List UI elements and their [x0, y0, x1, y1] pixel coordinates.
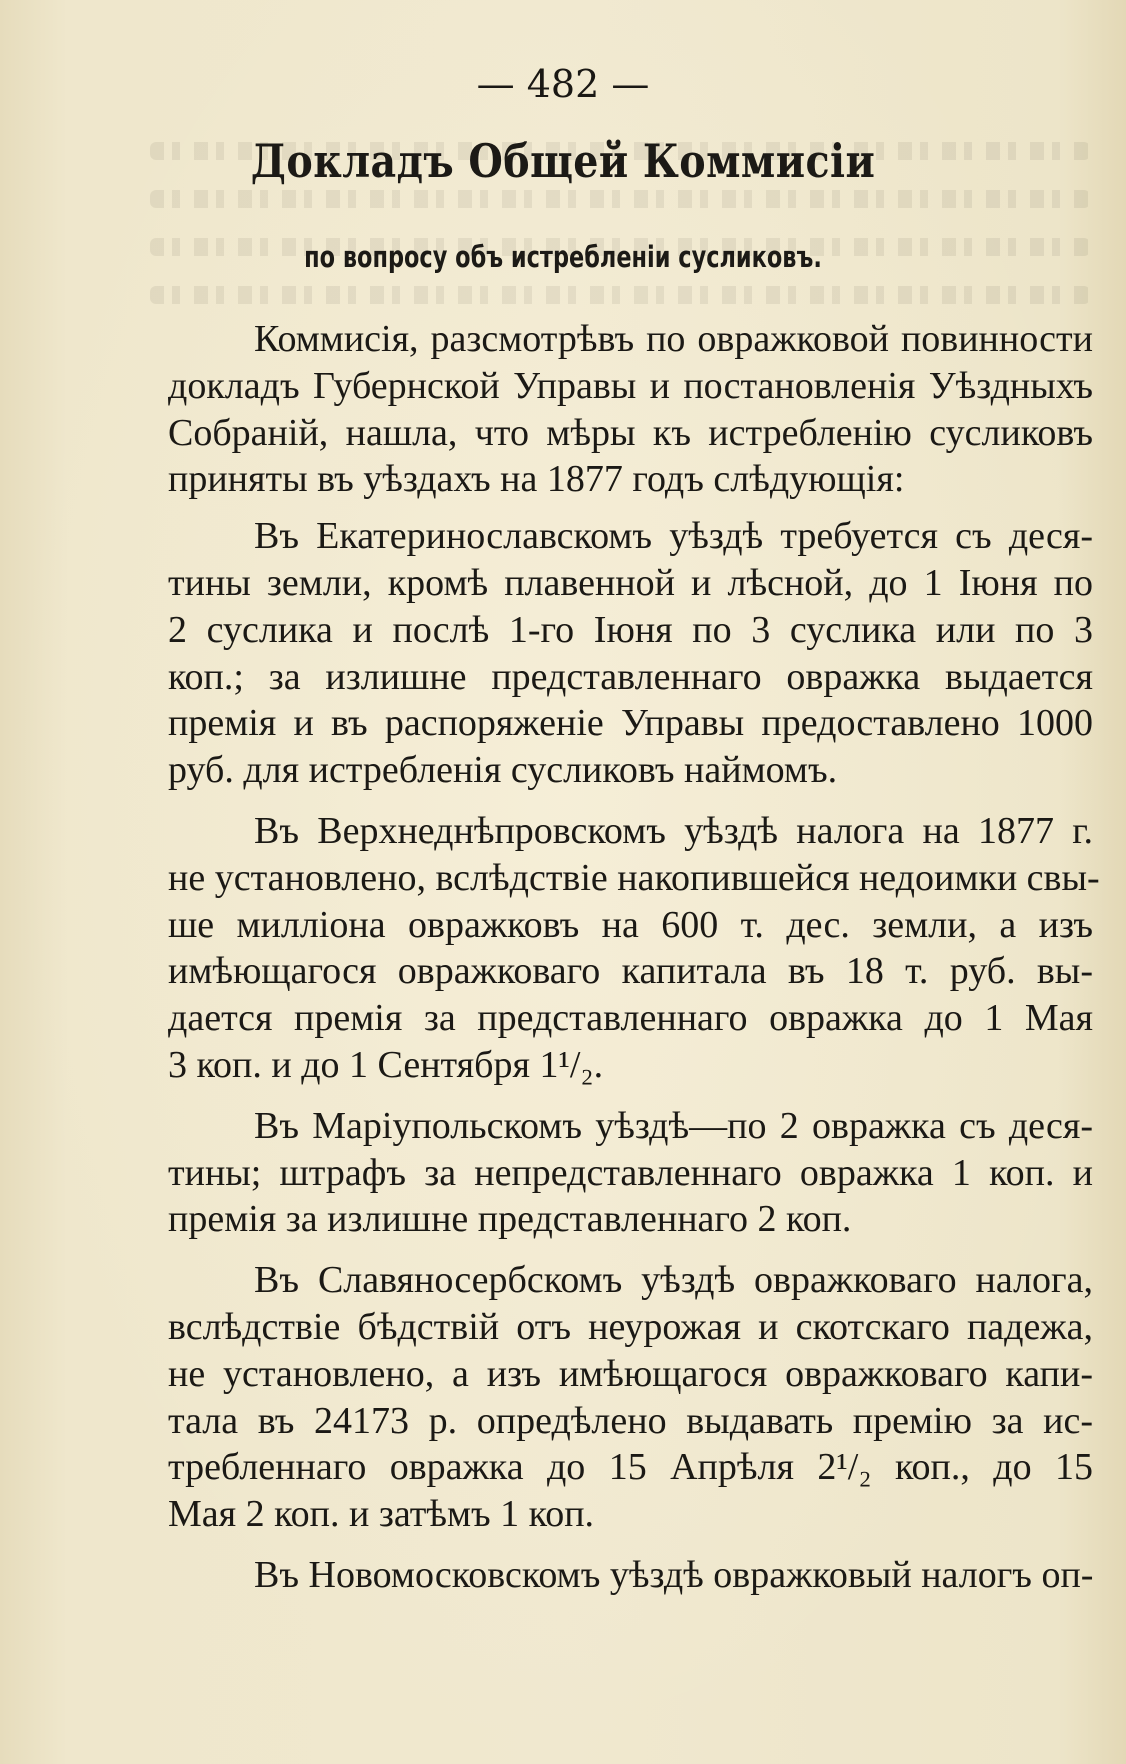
text-line: 3 коп. и до 1 Сентября 1¹/₂. [168, 1043, 604, 1086]
text-line: премія за излишне представленнаго 2 коп. [168, 1198, 852, 1241]
text-line: руб. для истребленія сусликовъ наймомъ. [168, 749, 838, 792]
text-line: дается премія за представленнаго овражка до 1 Мая [168, 997, 1093, 1040]
text-line: докладъ Губернской Управы и постановленія Уѣздныхъ [168, 364, 1093, 407]
text-line: коп.; за излишне представленнаго овражка выдается [168, 655, 1093, 698]
text-line: Въ Славяносербскомъ уѣздѣ овражковаго налога, [254, 1259, 1093, 1302]
paragraph [168, 1552, 1093, 1599]
text-line: тала въ 24173 р. опредѣлено выдавать премію за ис- [168, 1399, 1093, 1442]
text-line: Въ Екатеринославскомъ уѣздѣ требуется съ деся- [254, 515, 1093, 558]
document-title: Докладъ Общей Коммисіи [250, 134, 876, 188]
text-line: премія и въ распоряженіе Управы предоставлено 1000 [168, 702, 1093, 745]
text-line: не установлено, вслѣдствіе накопившейся недоимки свы- [168, 856, 1100, 899]
text-line: не установлено, а изъ имѣющагося овражковаго капи- [168, 1352, 1093, 1395]
text-line: Въ Маріупольскомъ уѣздѣ—по 2 овражка съ деся- [254, 1104, 1093, 1147]
text-line: Коммисія, разсмотрѣвъ по овражковой повинности [254, 318, 1093, 360]
paragraph [168, 316, 1093, 503]
page-number: — 482 — [476, 62, 650, 106]
text-line: тины; штрафъ за непредставленнаго овражка 1 коп. и [168, 1151, 1093, 1194]
paragraph [168, 808, 1100, 1089]
text-line: Въ Верхнеднѣпровскомъ уѣздѣ налога на 1877 г. [254, 809, 1093, 852]
text-line: Мая 2 коп. и затѣмъ 1 коп. [168, 1493, 595, 1536]
text-line: 2 суслика и послѣ 1-го Іюня по 3 суслика или по 3 [168, 608, 1093, 651]
text-line: требленнаго овражка до 15 Апрѣля 2¹/₂ коп., до 15 [168, 1446, 1093, 1489]
paragraph [168, 1103, 1093, 1243]
text-line: вслѣдствіе бѣдствій отъ неурожая и скотскаго падежа, [168, 1305, 1093, 1348]
show-through-line [150, 286, 1090, 304]
text-line: тины земли, кромѣ плавенной и лѣсной, до 1 Іюня по [168, 561, 1093, 604]
text-line: приняты въ уѣздахъ на 1877 годъ слѣдующія: [168, 458, 905, 501]
text-line: ше милліона овражковъ на 600 т. дес. земли, а изъ [168, 903, 1093, 946]
paragraph [168, 1257, 1093, 1538]
text-line: Въ Новомосковскомъ уѣздѣ овражковый налогъ оп- [254, 1553, 1094, 1596]
show-through-line [150, 190, 1090, 208]
paragraph [168, 513, 1093, 794]
document-body [168, 316, 1100, 1599]
text-line: имѣющагося овражковаго капитала въ 18 т. руб. вы- [168, 950, 1093, 993]
document-subtitle: по вопросу объ истребленіи сусликовъ. [304, 240, 822, 274]
text-line: Собраній, нашла, что мѣры къ истребленію сусликовъ [168, 411, 1093, 454]
